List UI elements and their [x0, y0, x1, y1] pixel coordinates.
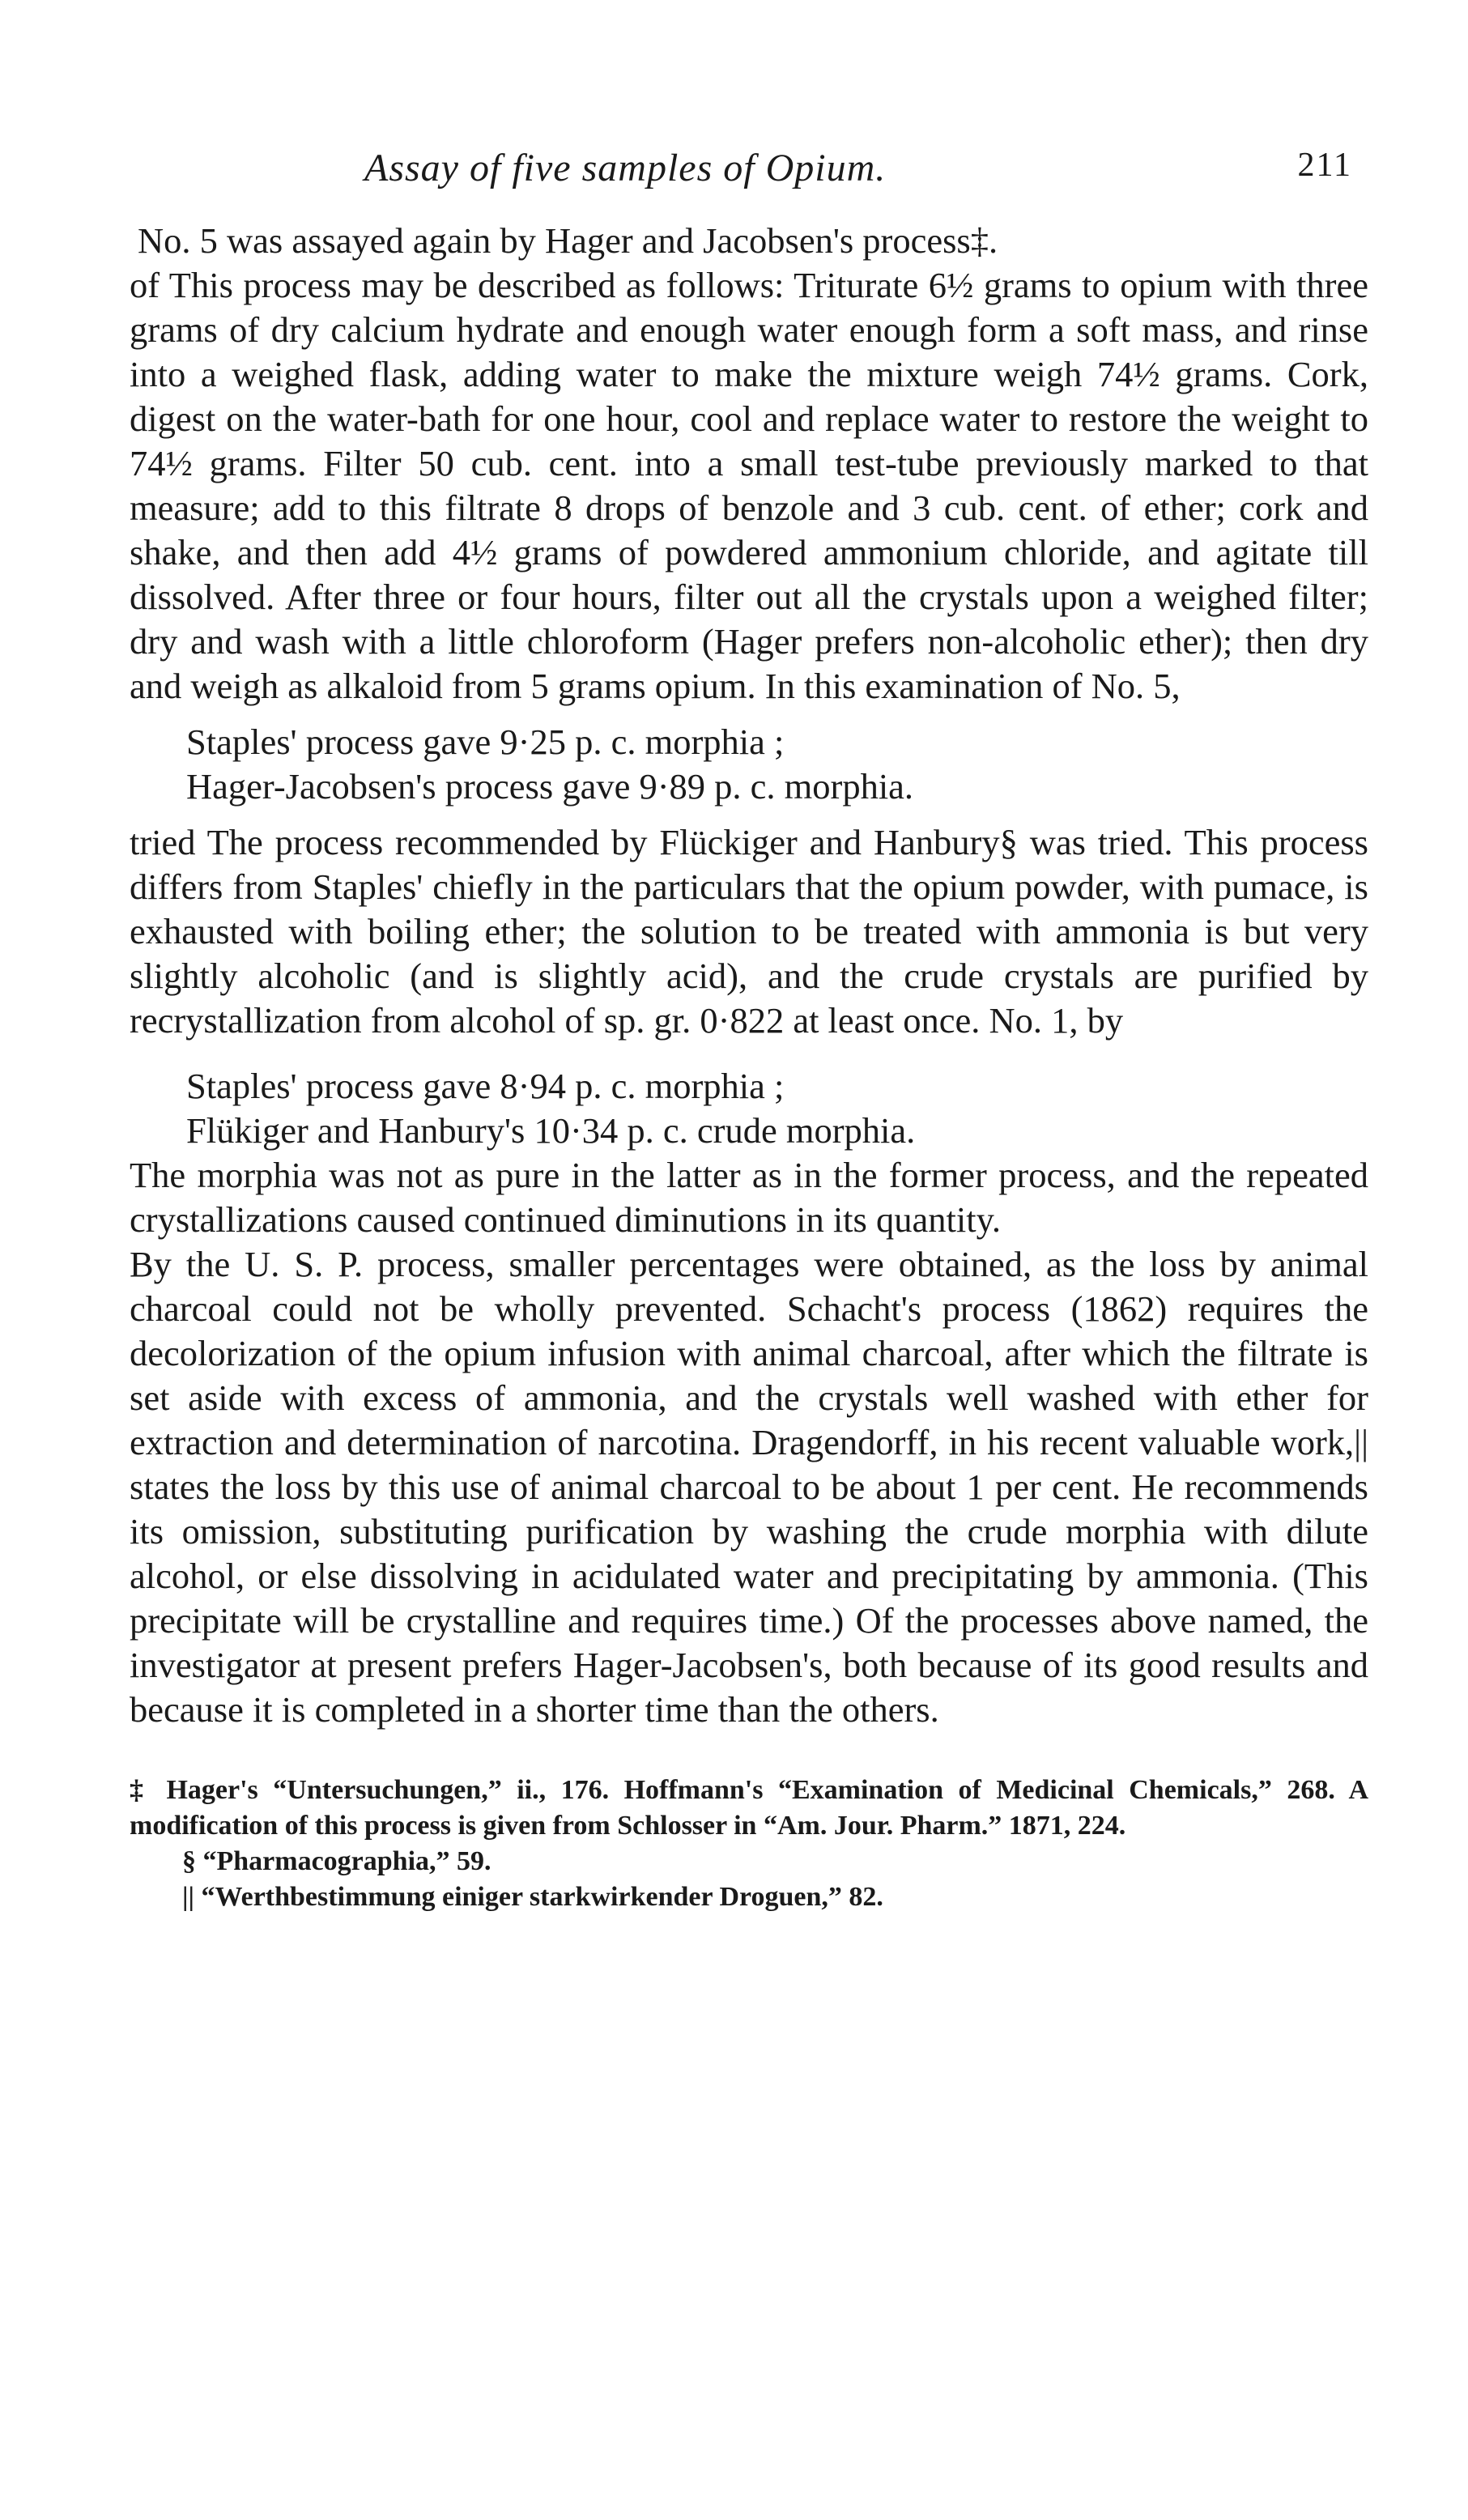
- page-header: [130, 121, 1368, 194]
- paragraph-fluckiger-hanbury: tried The process recommended by Flückiger and Hanbury§ was tried. This process differs from Staples' chiefly in the particulars that the opium powder, with pumace, is exhausted with boiling ether; the solution to be treated with ammonia is but very slightly alcoholic (and is slightly acid), and the crude crystals are purified by recrystallization from alcohol of sp. gr. 0·822 at least once. No. 1, by: [130, 822, 1368, 1041]
- footnote-parallel: || “Werthbestimmung einiger starkwirkender Droguen,” 82.: [182, 1882, 883, 1912]
- result-flukiger-hanbury-no1: Flükiger and Hanbury's 10·34 p. c. crude morphia.: [186, 1110, 916, 1151]
- book-page: [130, 121, 1368, 1915]
- result-hager-jacobsen-no5: Hager-Jacobsen's process gave 9·89 p. c. morphia.: [186, 766, 914, 807]
- body-text: [130, 219, 1368, 1732]
- paragraph-process-description: of This process may be described as follows: Triturate 6½ grams to opium with three grams of dry calcium hydrate and enough water enough form a soft mass, and rinse into a weighed flask, adding water to make the mixture weigh 74½ grams. Cork, digest on the water-bath for one hour, cool and replace water to restore the weight to 74½ grams. Filter 50 cub. cent. into a small test-tube previously marked to that measure; add to this filtrate 8 drops of benzole and 3 cub. cent. of ether; cork and shake, and then add 4½ grams of powdered ammonium chloride, and agitate till dissolved. After three or four hours, filter out all the crystals upon a weighed filter; dry and wash with a little chloroform (Hager prefers non-alcoholic ether); then dry and weigh as alkaloid from 5 grams opium. In this examination of No. 5,: [130, 265, 1368, 706]
- paragraph-morphia-purity: The morphia was not as pure in the latter as in the former process, and the repeated crystallizations caused continued diminutions in its quantity.: [130, 1155, 1368, 1240]
- result-staples-no5: Staples' process gave 9·25 p. c. morphia ;: [186, 722, 785, 762]
- footnote-double-dagger: ‡ Hager's “Untersuchungen,” ii., 176. Hoffmann's “Examination of Medicinal Chemicals,” 268. A modification of this process is given from Schlosser in “Am. Jour. Pharm.” 1871, 224.: [130, 1775, 1368, 1841]
- result-staples-no1: Staples' process gave 8·94 p. c. morphia ;: [186, 1066, 785, 1106]
- running-title: Assay of five samples of Opium.: [364, 147, 887, 189]
- footnotes: [130, 1773, 1368, 1915]
- footnote-section: § “Pharmacographia,” 59.: [182, 1846, 491, 1876]
- page-number: 211: [1297, 147, 1352, 184]
- paragraph-usp-process: By the U. S. P. process, smaller percentages were obtained, as the loss by animal charcoal could not be wholly prevented. Schacht's process (1862) requires the decolorization of the opium infusion with animal charcoal, after which the filtrate is set aside with excess of ammonia, and the crystals well washed with ether for extraction and determination of narcotina. Dragendorff, in his recent valuable work,|| states the loss by this use of animal charcoal to be about 1 per cent. He recommends its omission, substituting purification by washing the crude morphia with dilute alcohol, or else dissolving in acidulated water and precipitating by ammonia. (This precipitate will be crystalline and requires time.) Of the processes above named, the investigator at present prefers Hager-Jacobsen's, both because of its good results and because it is completed in a shorter time than the others.: [130, 1244, 1368, 1730]
- paragraph-hager-jacobsen-intro: No. 5 was assayed again by Hager and Jacobsen's process‡.: [138, 220, 998, 261]
